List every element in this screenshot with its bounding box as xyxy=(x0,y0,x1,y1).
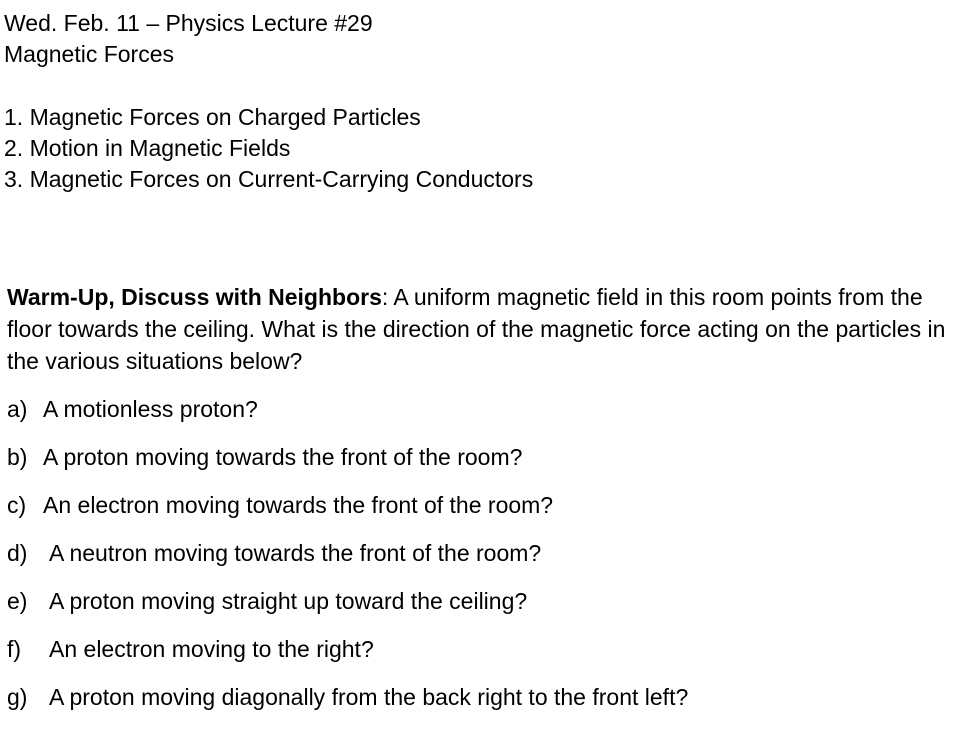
question-text: A neutron moving towards the front of the room? xyxy=(49,540,542,566)
question-text: A proton moving straight up toward the ceiling? xyxy=(49,588,528,614)
question-marker: g) xyxy=(7,684,28,710)
question-text: A proton moving diagonally from the back right to the front left? xyxy=(49,684,689,710)
question-text: A proton moving towards the front of the room? xyxy=(43,444,523,470)
question-marker: d) xyxy=(7,540,28,566)
warmup-text: : A uniform magnetic field in this room points from the floor towards the ceiling. What is the direction of the magnetic force acting on the particles in the various situations below? xyxy=(7,284,946,374)
question-item xyxy=(7,441,688,489)
question-marker: f) xyxy=(7,636,22,662)
outline-item: 3. Magnetic Forces on Current-Carrying Conductors xyxy=(4,166,534,192)
question-marker: c) xyxy=(7,492,27,518)
question-list xyxy=(7,393,688,729)
question-item xyxy=(7,393,688,441)
lecture-date-title: Wed. Feb. 11 – Physics Lecture #29 xyxy=(4,10,373,36)
question-marker: e) xyxy=(7,588,28,614)
question-item xyxy=(7,489,688,537)
question-marker: a) xyxy=(7,396,28,422)
question-item xyxy=(7,537,688,585)
outline-item: 2. Motion in Magnetic Fields xyxy=(4,135,291,161)
question-item xyxy=(7,633,688,681)
question-marker: b) xyxy=(7,444,28,470)
question-item xyxy=(7,585,688,633)
warmup-heading: Warm-Up, Discuss with Neighbors xyxy=(7,284,382,310)
question-text: An electron moving to the right? xyxy=(49,636,374,662)
lecture-header xyxy=(4,8,373,70)
lecture-outline xyxy=(4,102,533,195)
question-text: An electron moving towards the front of the room? xyxy=(43,492,554,518)
outline-item: 1. Magnetic Forces on Charged Particles xyxy=(4,104,421,130)
lecture-topic: Magnetic Forces xyxy=(4,41,175,67)
question-text: A motionless proton? xyxy=(43,396,258,422)
question-item xyxy=(7,681,688,729)
warmup-prompt xyxy=(7,281,947,377)
